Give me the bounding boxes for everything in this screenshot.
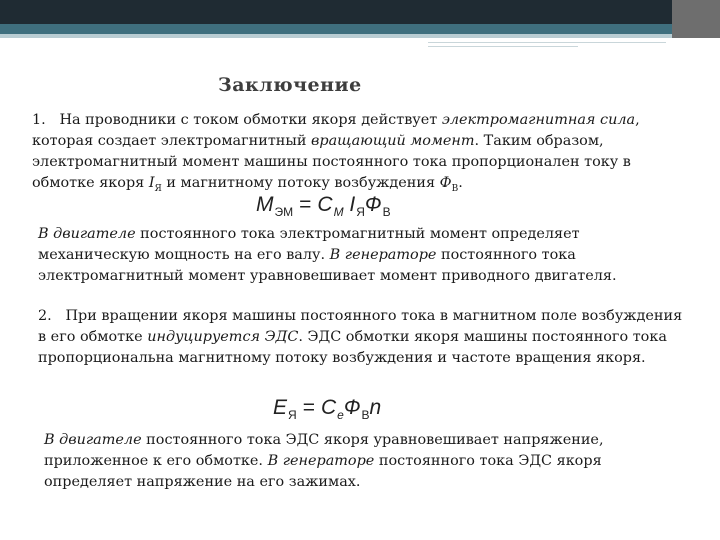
header-teal-bar	[0, 24, 720, 34]
paragraph-1: 1. На проводники с током обмотки якоря действует электромагнитная сила, которая создает электромагнитный вращающий момент. Таким образом, электромагнитный момент машины постоянного тока пропорционален току в обмотке якоря $I_Я$ и магнитному потоку возбуждения $Ф_В$.	[32, 112, 640, 194]
header-corner-block	[672, 0, 720, 38]
header-dark-bar	[0, 0, 720, 24]
paragraph-2: В двигателе постоянного тока электромагнитный момент определяет механическую мощность на его валу. В генераторе постоянного тока электромагнитный момент уравновешивает момент приводного двигателя.	[38, 226, 617, 284]
header-light-bar	[0, 34, 720, 38]
list-number: 1.	[32, 112, 46, 128]
decorative-line	[428, 42, 666, 43]
formula-torque: $M_{ЭМ} = C_M$ $I_ЯФ_В$	[256, 193, 391, 219]
paragraph-4: В двигателе постоянного тока ЭДС якоря уравновешивает напряжение, приложенное к его обмотке. В генераторе постоянного тока ЭДС якоря определяет напряжение на его зажимах.	[44, 432, 604, 490]
decorative-line	[428, 46, 578, 47]
paragraph-3: 2. При вращении якоря машины постоянного тока в магнитном поле возбуждения в его обмотке индуцируется ЭДС. ЭДС обмотки якоря машины постоянного тока пропорциональна магнитному потоку возбуждения и частоте вращения якоря.	[38, 308, 683, 366]
list-number: 2.	[38, 308, 52, 324]
slide-title: Заключение	[218, 74, 362, 96]
formula-emf: $E_Я = C_eФ_Вn$	[273, 396, 382, 422]
slide-header-band	[0, 0, 720, 38]
